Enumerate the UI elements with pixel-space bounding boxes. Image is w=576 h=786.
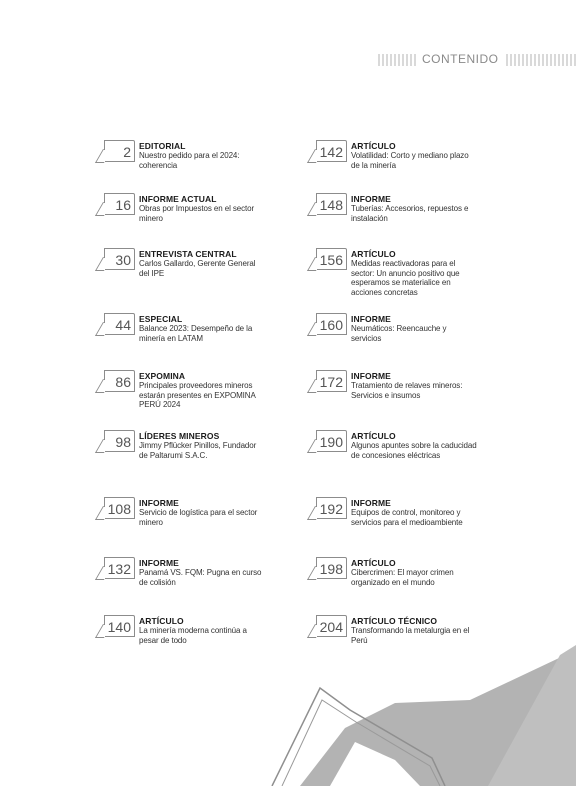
entry-description: Medidas reactivadoras para el sector: Un anuncio positivo que esperamos se materialice en acciones concretas [351,259,460,297]
section-name: INFORME [351,498,391,508]
page-number: 98 [115,434,131,450]
section-name: ARTÍCULO [351,141,396,151]
entry-description: Servicio de logística para el sector minero [139,508,258,527]
section-name: INFORME [139,558,179,568]
page-number: 30 [115,252,131,268]
page-number: 192 [319,501,343,517]
section-name: ARTÍCULO [351,558,396,568]
entry-description: Principales proveedores mineros estarán presentes en EXPOMINA PERÚ 2024 [139,381,256,410]
page-number: 44 [115,317,131,333]
section-name: ARTÍCULO [351,249,396,259]
page-number: 132 [107,561,131,577]
section-name: INFORME [351,194,391,204]
page-number: 198 [319,561,343,577]
page-number: 190 [319,434,343,450]
page-number: 108 [107,501,131,517]
page-number: 2 [123,144,131,160]
entry-description: Algunos apuntes sobre la caducidad de concesiones eléctricas [351,441,477,460]
page-number: 148 [319,197,343,213]
section-name: ARTÍCULO TÉCNICO [351,616,438,626]
page-number: 86 [115,374,131,390]
entry-description: Tuberías: Accesorios, repuestos e instalación [351,204,469,223]
entry-description: Transformando la metalurgia en el Perú [351,626,470,645]
section-name: INFORME [139,498,179,508]
entry-description: Jimmy Pflücker Pinillos, Fundador de Paltarumi S.A.C. [139,441,257,460]
entry-description: Panamá VS. FQM: Pugna en curso de colisión [139,568,262,587]
entry-description: Equipos de control, monitoreo y servicios para el medioambiente [351,508,463,527]
section-name: ARTÍCULO [139,616,184,626]
section-name: INFORME [351,314,391,324]
page-number: 140 [107,619,131,635]
entry-description: La minería moderna continúa a pesar de todo [139,626,247,645]
entry-description: Obras por Impuestos en el sector minero [139,204,255,223]
entry-description: Neumáticos: Reencauche y servicios [351,324,447,343]
entry-description: Nuestro pedido para el 2024: coherencia [139,151,240,170]
entry-description: Carlos Gallardo, Gerente General del IPE [139,259,256,278]
section-name: INFORME ACTUAL [139,194,217,204]
section-name: EXPOMINA [139,371,186,381]
section-name: ENTREVISTA CENTRAL [139,249,237,259]
page-number: 204 [319,619,343,635]
section-name: ESPECIAL [139,314,183,324]
section-name: LÍDERES MINEROS [139,431,220,441]
page-number: 172 [319,374,343,390]
entry-description: Volatilidad: Corto y mediano plazo de la minería [351,151,469,170]
entry-description: Balance 2023: Desempeño de la minería en LATAM [139,324,253,343]
section-name: ARTÍCULO [351,431,396,441]
entry-description: Cibercrimen: El mayor crimen organizado en el mundo [351,568,454,587]
page-number: 142 [319,144,343,160]
contents-title: CONTENIDO [416,51,505,67]
page-number: 160 [319,317,343,333]
page-number: 156 [319,252,343,268]
section-name: INFORME [351,371,391,381]
page-number: 16 [115,197,131,213]
entry-description: Tratamiento de relaves mineros: Servicios e insumos [351,381,463,400]
section-name: EDITORIAL [139,141,186,151]
